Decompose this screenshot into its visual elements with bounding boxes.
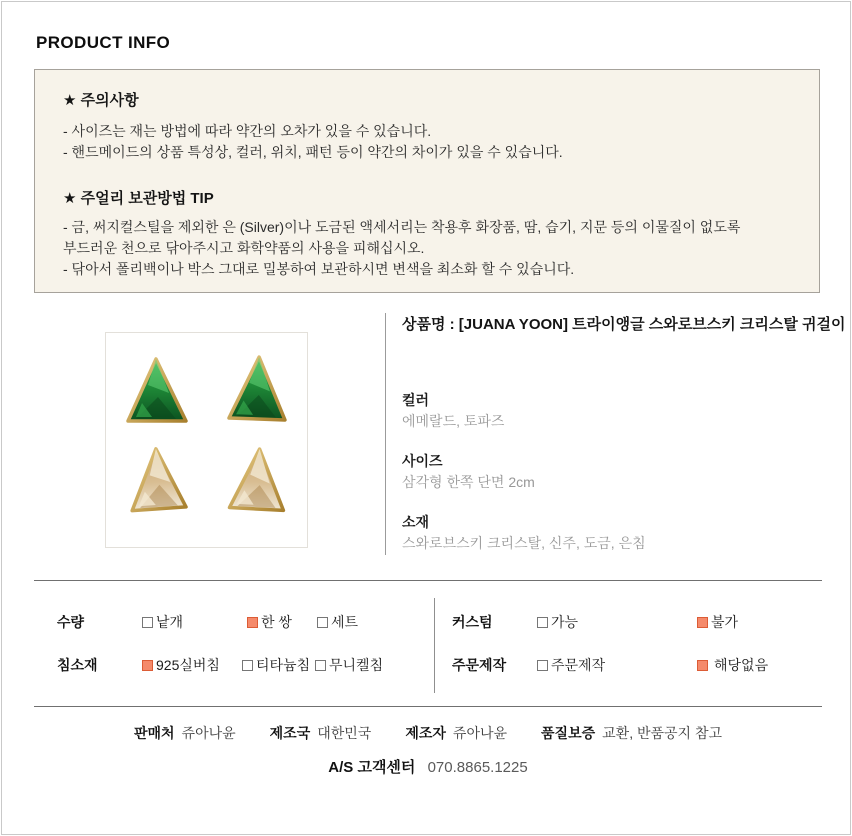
option-item-label: 불가: [711, 614, 739, 630]
checkbox-icon[interactable]: [142, 617, 153, 628]
checkbox-icon[interactable]: [697, 660, 708, 671]
table-bottom-divider: [34, 706, 822, 707]
option-item: [317, 612, 358, 632]
footer-info-row: [2, 723, 852, 743]
tip-line: - 닦아서 폴리백이나 박스 그대로 밀봉하여 보관하시면 변색을 최소화 할 수 있습니다.: [63, 261, 575, 277]
spec-label: 소재: [402, 514, 430, 530]
checkbox-icon[interactable]: [315, 660, 326, 671]
table-top-divider: [34, 580, 822, 581]
option-row-label: 주문제작: [452, 657, 507, 673]
spec-value: 삼각형 한쪽 단면 2cm: [402, 474, 535, 490]
footer-entry-maker: [405, 723, 507, 743]
checkbox-icon[interactable]: [142, 660, 153, 671]
option-item: [537, 612, 578, 632]
option-item-label: 티타늄침: [256, 657, 311, 673]
option-item: [142, 655, 220, 675]
footer-value: 교환, 반품공지 참고: [602, 725, 723, 741]
spec-size: [402, 452, 646, 492]
option-item-label: 무니켈침: [329, 657, 384, 673]
footer-value: 대한민국: [317, 725, 372, 741]
option-item-label: 한 쌍: [261, 614, 292, 630]
checkbox-icon[interactable]: [317, 617, 328, 628]
caution-title: ★ 주의사항: [63, 92, 139, 109]
footer-value: 쥬아나윤: [452, 725, 508, 741]
option-item-label: 세트: [331, 614, 359, 630]
spec-value: 스와로브스키 크리스탈, 신주, 도금, 은침: [402, 535, 646, 551]
product-specs: [402, 391, 646, 574]
footer-value: 쥬아나윤: [181, 725, 236, 741]
checkbox-icon[interactable]: [697, 617, 708, 628]
footer-entry-seller: [134, 723, 236, 743]
customer-service-phone: 070.8865.1225: [427, 759, 528, 776]
option-item: [537, 655, 605, 675]
earrings-illustration: [106, 333, 307, 547]
option-row-label: 침소재: [57, 657, 98, 673]
option-item: [697, 655, 768, 675]
spec-material: [402, 513, 646, 553]
product-name: 상품명 : [JUANA YOON] 트라이앵글 스와로브스키 크리스탈 귀걸이: [402, 316, 846, 333]
option-item-label: 925실버침: [156, 657, 220, 673]
footer-label: 제조국: [269, 725, 311, 741]
spec-label: 컬러: [402, 392, 430, 408]
checkbox-icon[interactable]: [247, 617, 258, 628]
tip-line: - 금, 써지컬스틸을 제외한 은 (Silver)이나 도금된 액세서리는 착용후 화장품, 땀, 습기, 지문 등의 이물질이 없도록: [63, 219, 741, 235]
option-row-label: 수량: [57, 614, 85, 630]
checkbox-icon[interactable]: [537, 660, 548, 671]
option-item-label: 해당없음: [714, 657, 769, 673]
footer-label: 판매처: [133, 725, 175, 741]
tip-title: ★ 주얼리 보관방법 TIP: [63, 190, 214, 207]
option-item: [142, 612, 183, 632]
spec-color: [402, 391, 646, 431]
page-title: PRODUCT INFO: [36, 33, 171, 52]
caution-line: - 사이즈는 재는 방법에 따라 약간의 오차가 있을 수 있습니다.: [63, 123, 432, 139]
spec-label: 사이즈: [402, 453, 443, 469]
customer-service-row: [2, 756, 852, 777]
footer-entry-warranty: [541, 723, 722, 743]
product-image: [105, 332, 308, 548]
option-item-label: 가능: [551, 614, 579, 630]
checkbox-icon[interactable]: [537, 617, 548, 628]
option-item: [315, 655, 383, 675]
checkbox-icon[interactable]: [242, 660, 253, 671]
footer-label: 제조자: [405, 725, 446, 741]
tip-line: 부드러운 천으로 닦아주시고 화학약품의 사용을 피해십시오.: [63, 240, 425, 256]
caution-line: - 핸드메이드의 상품 특성상, 컬러, 위치, 패턴 등이 약간의 차이가 있을 수 있습니다.: [63, 144, 563, 160]
option-row-label: 커스텀: [452, 614, 493, 630]
option-item: [247, 612, 292, 632]
option-item: [242, 655, 310, 675]
customer-service-label: A/S 고객센터: [328, 759, 416, 776]
option-item-label: 낱개: [156, 614, 184, 630]
page-frame: [1, 1, 851, 835]
spec-value: 에메랄드, 토파즈: [402, 413, 505, 429]
option-item: [697, 612, 738, 632]
footer-entry-country: [270, 723, 372, 743]
footer-label: 품질보증: [541, 725, 596, 741]
notice-box: [34, 69, 820, 293]
option-item-label: 주문제작: [551, 657, 606, 673]
table-center-divider: [434, 598, 435, 693]
product-divider: [385, 313, 386, 555]
